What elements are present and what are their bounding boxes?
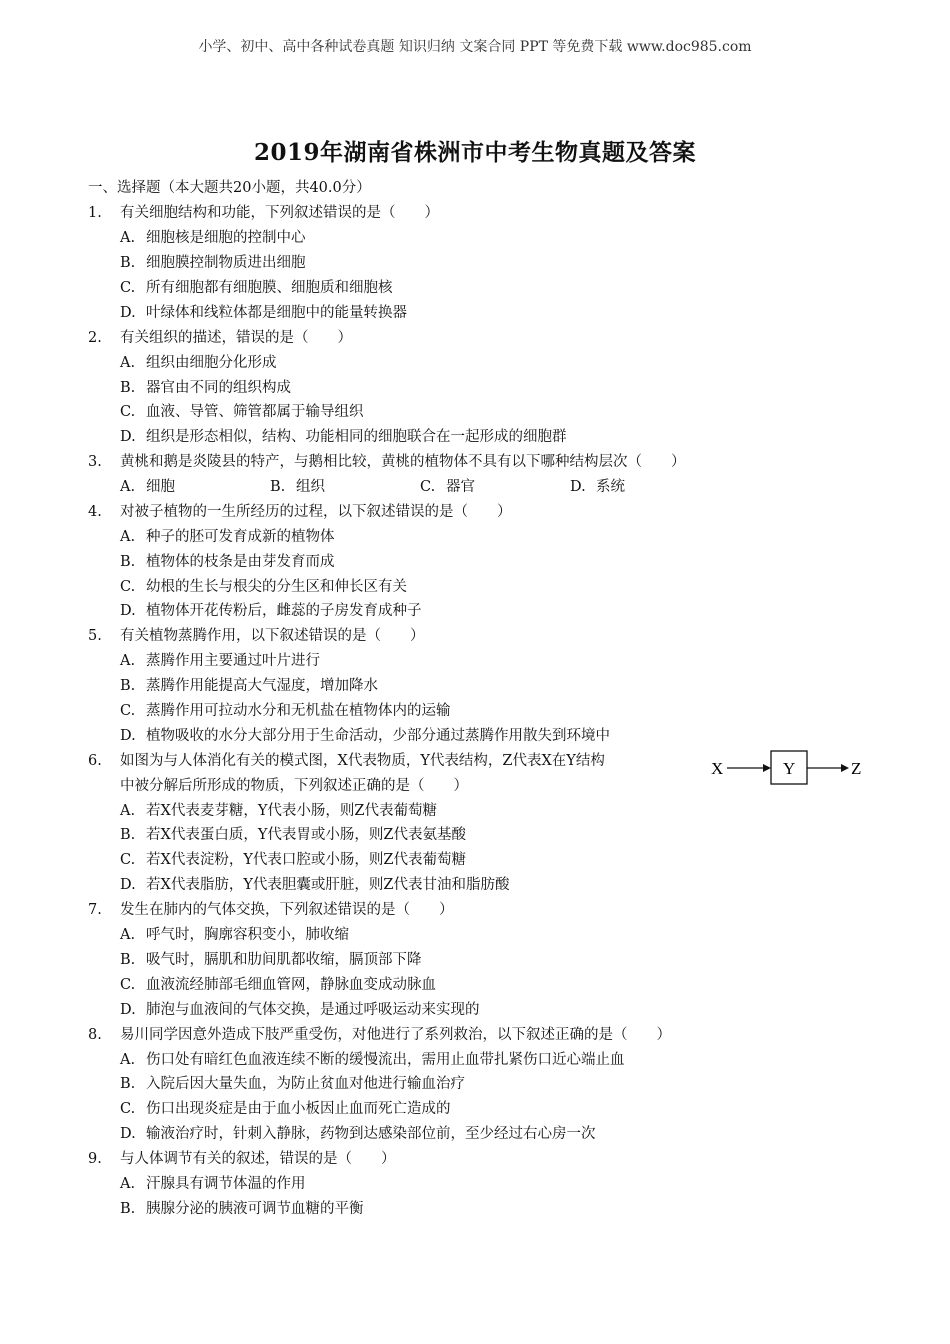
arrow-head	[841, 764, 849, 772]
option-a: A. 若X代表麦芽糖，Y代表小肠，则Z代表葡萄糖	[120, 803, 437, 819]
diagram-x-label: X	[711, 759, 724, 778]
question-stem-continued: 中被分解后所形成的物质，下列叙述正确的是（ ）	[120, 778, 468, 794]
question-5: 5. 有关植物蒸腾作用，以下叙述错误的是（ ）	[88, 628, 425, 644]
options-row	[120, 475, 625, 496]
option-c: C. 器官	[420, 479, 475, 495]
page-header: 小学、初中、高中各种试卷真题 知识归纳 文案合同 PPT 等免费下载 www.doc985.com	[198, 39, 752, 55]
option-a: A. 蒸腾作用主要通过叶片进行	[120, 653, 320, 669]
option-b: B. 蒸腾作用能提高大气湿度，增加降水	[120, 678, 378, 694]
option-c: C. 蒸腾作用可拉动水分和无机盐在植物体内的运输	[120, 703, 451, 719]
option-a: A. 伤口处有暗红色血液连续不断的缓慢流出，需用止血带扎紧伤口近心端止血	[120, 1052, 625, 1068]
option-d: D. 植物体开花传粉后，雌蕊的子房发育成种子	[120, 603, 422, 619]
question-stem: 有关细胞结构和功能，下列叙述错误的是（ ）	[120, 205, 439, 221]
diagram-z-label: Z	[851, 759, 862, 778]
option-d: D. 植物吸收的水分大部分用于生命活动，少部分通过蒸腾作用散失到环境中	[120, 728, 610, 744]
question-6: 6. 如图为与人体消化有关的模式图，X代表物质，Y代表结构，Z代表X在Y结构	[88, 753, 605, 769]
option-a: A. 呼气时，胸廓容积变小，肺收缩	[120, 927, 349, 943]
option-d: D. 叶绿体和线粒体都是细胞中的能量转换器	[120, 305, 407, 321]
option-d: D. 输液治疗时，针刺入静脉，药物到达感染部位前，至少经过右心房一次	[120, 1126, 596, 1142]
question-2: 2. 有关组织的描述，错误的是（ ）	[88, 330, 352, 346]
question-number: 1.	[88, 205, 102, 221]
option-c: C. 若X代表淀粉，Y代表口腔或小肠，则Z代表葡萄糖	[120, 852, 466, 868]
option-b: B. 吸气时，膈肌和肋间肌都收缩，膈顶部下降	[120, 952, 422, 968]
option-d: D. 若X代表脂肪，Y代表胆囊或肝脏，则Z代表甘油和脂肪酸	[120, 877, 510, 893]
question-9: 9. 与人体调节有关的叙述，错误的是（ ）	[88, 1151, 396, 1167]
option-b: B. 若X代表蛋白质，Y代表胃或小肠，则Z代表氨基酸	[120, 827, 466, 843]
option-c: C. 所有细胞都有细胞膜、细胞质和细胞核	[120, 280, 393, 296]
option-c: C. 血液流经肺部毛细血管网，静脉血变成动脉血	[120, 977, 436, 993]
section-heading: 一、选择题（本大题共20小题，共40.0分）	[88, 180, 371, 196]
option-b: B. 胰腺分泌的胰液可调节血糖的平衡	[120, 1201, 364, 1217]
option-c: C. 血液、导管、筛管都属于输导组织	[120, 404, 364, 420]
option-d: D. 系统	[570, 479, 625, 495]
option-b: B. 组织	[270, 479, 325, 495]
option-b: B. 入院后因大量失血，为防止贫血对他进行输血治疗	[120, 1076, 465, 1092]
option-b: B. 植物体的枝条是由芽发育而成	[120, 554, 335, 570]
question-3: 3. 黄桃和鹅是炎陵县的特产，与鹅相比较，黄桃的植物体不具有以下哪种结构层次（ ）	[88, 454, 686, 470]
diagram-y-label: Y	[783, 759, 796, 778]
arrow-head	[763, 764, 771, 772]
option-a: A. 汗腺具有调节体温的作用	[120, 1176, 306, 1192]
digestion-diagram	[705, 746, 875, 790]
option-a: A. 细胞	[120, 479, 175, 495]
option-b: B. 细胞膜控制物质进出细胞	[120, 255, 306, 271]
option-d: D. 肺泡与血液间的气体交换，是通过呼吸运动来实现的	[120, 1002, 480, 1018]
option-a: A. 细胞核是细胞的控制中心	[120, 230, 306, 246]
option-c: C. 幼根的生长与根尖的分生区和伸长区有关	[120, 579, 407, 595]
option-d: D. 组织是形态相似，结构、功能相同的细胞联合在一起形成的细胞群	[120, 429, 567, 445]
option-c: C. 伤口出现炎症是由于血小板因止血而死亡造成的	[120, 1101, 451, 1117]
question-8: 8. 易川同学因意外造成下肢严重受伤，对他进行了系列救治，以下叙述正确的是（ ）	[88, 1027, 671, 1043]
question-1	[88, 201, 439, 222]
question-7: 7. 发生在肺内的气体交换，下列叙述错误的是（ ）	[88, 902, 454, 918]
option-b: B. 器官由不同的组织构成	[120, 380, 291, 396]
option-a: A. 种子的胚可发育成新的植物体	[120, 529, 335, 545]
question-4: 4. 对被子植物的一生所经历的过程，以下叙述错误的是（ ）	[88, 504, 512, 520]
page-title: 2019年湖南省株洲市中考生物真题及答案	[253, 139, 696, 166]
option-a: A. 组织由细胞分化形成	[120, 355, 277, 371]
